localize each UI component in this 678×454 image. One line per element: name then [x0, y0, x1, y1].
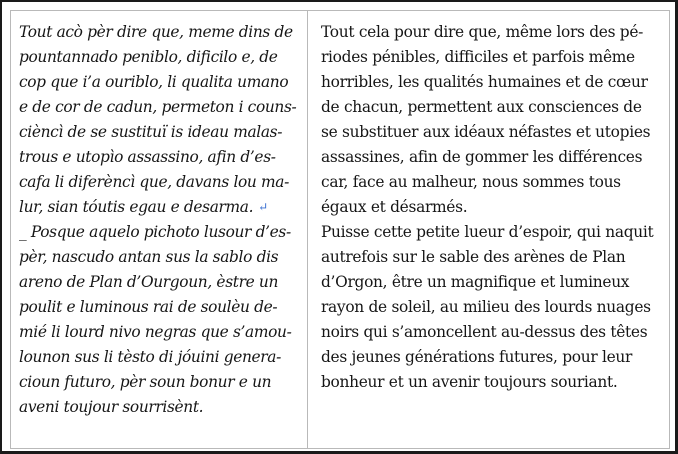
french-line: rayon de soleil, au milieu des lourds nuages — [321, 298, 651, 316]
provencal-line-with-return — [19, 195, 268, 221]
provencal-line: mié li lourd nivo negras que s’amou- — [19, 323, 292, 341]
french-line: de chacun, permettent aux consciences de — [321, 98, 642, 116]
provencal-line: trous e utopìo assassino, afin d’es- — [19, 148, 276, 166]
provencal-line: pountannado peniblo, dificilo e, de — [19, 48, 278, 66]
provencal-line: _ Posque aquelo pichoto lusour d’es- — [19, 223, 291, 241]
translation-table — [10, 10, 670, 449]
french-line: noirs qui s’amoncellent au-dessus des têtes — [321, 323, 648, 341]
french-line: se substituer aux idéaux néfastes et utopies — [321, 123, 651, 141]
provencal-line: cièncì de se sustituï is ideau malas- — [19, 123, 283, 141]
french-line: Tout cela pour dire que, même lors des pé- — [321, 23, 644, 41]
french-line: car, face au malheur, nous sommes tous — [321, 173, 621, 191]
provencal-line: cafa li diferèncì que, davans lou ma- — [19, 173, 289, 191]
provencal-line: Tout acò pèr dire que, meme dins de — [19, 23, 293, 41]
provencal-line: lounon sus li tèsto di jóuini genera- — [19, 348, 281, 366]
french-line: des jeunes générations futures, pour leur — [321, 348, 633, 366]
french-line: d’Orgon, être un magnifique et lumineux — [321, 273, 630, 291]
provencal-line: aveni toujour sourrisènt. — [19, 398, 204, 416]
provencal-line: poulit e luminous rai de soulèu de- — [19, 298, 278, 316]
paragraph-return-icon: ↵ — [258, 200, 268, 214]
french-line: riodes pénibles, difficiles et parfois même — [321, 48, 635, 66]
french-line: égaux et désarmés. — [321, 198, 468, 216]
french-line: assassines, afin de gommer les différences — [321, 148, 643, 166]
provencal-line: cioun futuro, pèr soun bonur e un — [19, 373, 272, 391]
french-line: autrefois sur le sable des arènes de Plan — [321, 248, 626, 266]
french-line: horribles, les qualités humaines et de cœur — [321, 73, 648, 91]
provencal-line: e de cor de cadun, permeton i couns- — [19, 98, 297, 116]
french-line: Puisse cette petite lueur d’espoir, qui naquit — [321, 223, 654, 241]
provencal-line: pèr, nascudo antan sus la sablo dis — [19, 248, 279, 266]
provencal-line: areno de Plan d’Ourgoun, èstre un — [19, 273, 279, 291]
french-text-column — [308, 11, 669, 448]
provencal-line: cop que i’a ouriblo, li qualita umano — [19, 73, 289, 91]
provencal-text-column — [11, 11, 308, 448]
provencal-line-text: lur, sian tóutis egau e desarma. — [19, 198, 254, 216]
french-line: bonheur et un avenir toujours souriant. — [321, 373, 618, 391]
